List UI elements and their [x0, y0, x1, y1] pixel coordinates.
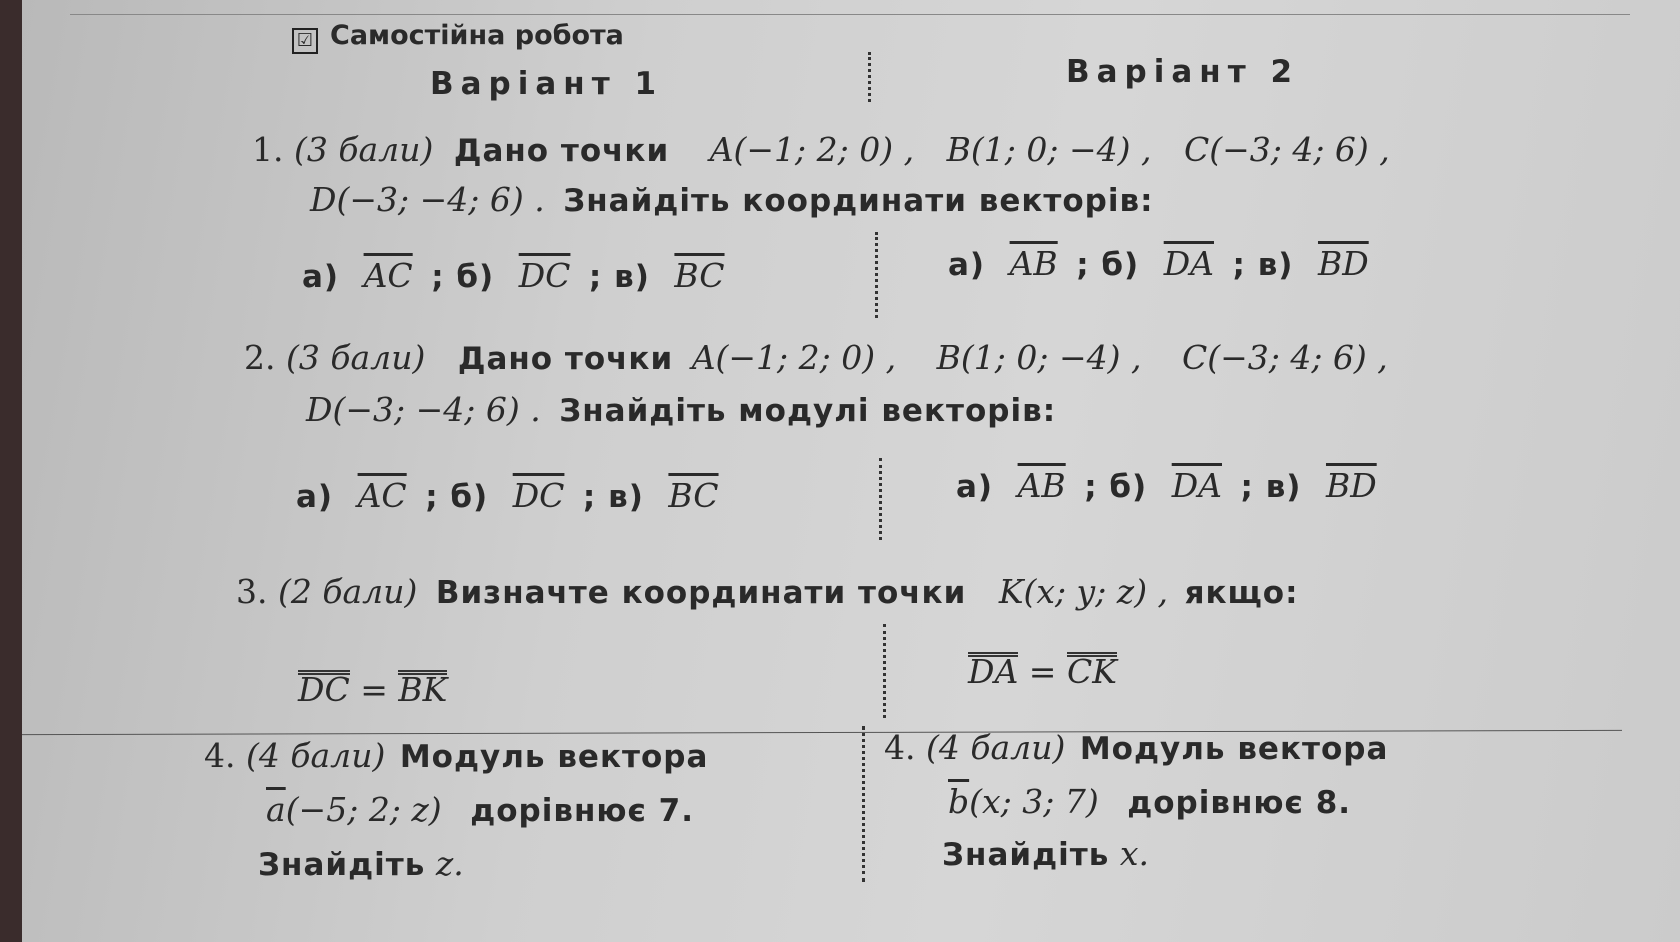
task-3-number: 3.	[236, 572, 268, 611]
task-2-variant-1-items	[296, 476, 719, 515]
vector-da: $\overline{DA}$	[1171, 466, 1222, 505]
vector-ab: $\overline{AB}$	[1017, 466, 1066, 505]
item-separator: ; б)	[425, 479, 489, 515]
column-divider	[868, 52, 871, 102]
task-3-variant-1-equation	[298, 670, 447, 709]
equals-sign: =	[360, 670, 388, 709]
task-4-find: Знайдіть	[942, 837, 1110, 873]
item-separator: ; в)	[1240, 469, 1302, 505]
task-4-text: Модуль вектора	[1079, 731, 1389, 767]
task-1-line-1	[252, 130, 1390, 169]
item-label: а)	[948, 247, 986, 283]
item-separator: ; б)	[431, 259, 495, 295]
variant-2-heading: Варіант 2	[1066, 54, 1300, 90]
task-2-line-2	[306, 390, 1056, 429]
task-3-points: (2 бали)	[278, 572, 418, 611]
task-4-variant-1-line-3	[258, 844, 464, 883]
vector-ac: $\overline{AC}$	[363, 256, 413, 295]
top-fold-line	[70, 14, 1630, 15]
equals-sign: =	[1028, 652, 1057, 691]
task-2-variant-2-items	[956, 466, 1377, 505]
item-separator: ; б)	[1076, 247, 1140, 283]
item-separator: ; б)	[1084, 469, 1148, 505]
point-b: B(1; 0; −4) ,	[946, 130, 1152, 169]
task-4-variable: z.	[435, 844, 464, 883]
task-3-variant-2-equation	[968, 652, 1117, 691]
task-1-points: (3 бали)	[294, 130, 434, 169]
column-divider	[883, 624, 886, 718]
task-2-intro: Дано точки	[457, 341, 674, 377]
task-2-points: (3 бали)	[286, 338, 426, 377]
dark-background-edge	[0, 0, 22, 942]
task-4-variant-2-line-2	[948, 782, 1351, 821]
item-separator: ; в)	[1232, 247, 1294, 283]
item-label: а)	[956, 469, 994, 505]
point-a: A(−1; 2; 0) ,	[709, 130, 915, 169]
vector-da: DA	[968, 652, 1019, 691]
point-c: C(−3; 4; 6) ,	[1181, 338, 1388, 377]
section-title: Самостійна робота	[330, 20, 624, 51]
vector-bd: $\overline{BD}$	[1325, 466, 1377, 505]
vector-a-coords: (−5; 2; z)	[285, 790, 442, 829]
task-1-variant-2-items	[948, 244, 1369, 283]
task-4-text: Модуль вектора	[399, 739, 709, 775]
task-1-line-2	[310, 180, 1154, 219]
variant-1-heading: Варіант 1	[430, 66, 664, 102]
column-divider	[875, 232, 878, 318]
task-3-line	[236, 572, 1298, 611]
task-4-variant-2-line-3	[942, 834, 1149, 873]
vector-b: $\overline{b}$	[948, 782, 970, 821]
point-b: B(1; 0; −4) ,	[936, 338, 1142, 377]
task-4-variant-2-line-1	[884, 728, 1388, 767]
task-2-line-1	[244, 338, 1388, 377]
task-4-variant-1-line-1	[204, 736, 708, 775]
checkbox-icon: ☑	[292, 28, 318, 54]
task-1-instruction: Знайдіть координати векторів:	[563, 183, 1154, 219]
task-3-text: Визначте координати точки	[435, 575, 967, 611]
point-d: D(−3; −4; 6) .	[306, 390, 541, 429]
task-4-condition: дорівнює 7.	[470, 793, 695, 829]
vector-ac: $\overline{AC}$	[357, 476, 407, 515]
item-label: а)	[296, 479, 334, 515]
task-2-number: 2.	[244, 338, 276, 377]
task-2-instruction: Знайдіть модулі векторів:	[559, 393, 1057, 429]
vector-dc: $\overline{DC}$	[512, 476, 565, 515]
vector-ab: $\overline{AB}$	[1009, 244, 1058, 283]
vector-a: $\overline{a}$	[266, 790, 286, 829]
column-divider	[862, 726, 865, 882]
vector-dc: $\overline{DC}$	[518, 256, 571, 295]
item-separator: ; в)	[588, 259, 650, 295]
task-1-number: 1.	[252, 130, 284, 169]
vector-b-coords: (x; 3; 7)	[969, 782, 1099, 821]
point-c: C(−3; 4; 6) ,	[1183, 130, 1390, 169]
item-label: а)	[302, 259, 340, 295]
task-4-find: Знайдіть	[258, 847, 426, 883]
point-k: K(x; y; z) ,	[998, 572, 1169, 611]
vector-bk: BK	[398, 670, 448, 709]
vector-ck: CK	[1066, 652, 1117, 691]
task-4-points: (4 бали)	[926, 728, 1066, 767]
column-divider	[879, 458, 882, 540]
task-3-condition: якщо:	[1184, 575, 1299, 611]
vector-bc: $\overline{BC}$	[668, 476, 719, 515]
task-4-variant-1-line-2	[266, 790, 694, 829]
task-1-intro: Дано точки	[453, 133, 670, 169]
point-a: A(−1; 2; 0) ,	[691, 338, 897, 377]
task-4-number: 4.	[204, 736, 236, 775]
task-4-variable: x.	[1119, 834, 1149, 873]
vector-bd: $\overline{BD}$	[1317, 244, 1369, 283]
vector-dc: DC	[298, 670, 350, 709]
item-separator: ; в)	[582, 479, 644, 515]
task-4-condition: дорівнює 8.	[1127, 785, 1352, 821]
section-header	[292, 20, 624, 54]
task-1-variant-1-items	[302, 256, 725, 295]
task-4-number: 4.	[884, 728, 916, 767]
vector-da: $\overline{DA}$	[1163, 244, 1214, 283]
point-d: D(−3; −4; 6) .	[310, 180, 545, 219]
task-4-points: (4 бали)	[246, 736, 386, 775]
vector-bc: $\overline{BC}$	[674, 256, 725, 295]
